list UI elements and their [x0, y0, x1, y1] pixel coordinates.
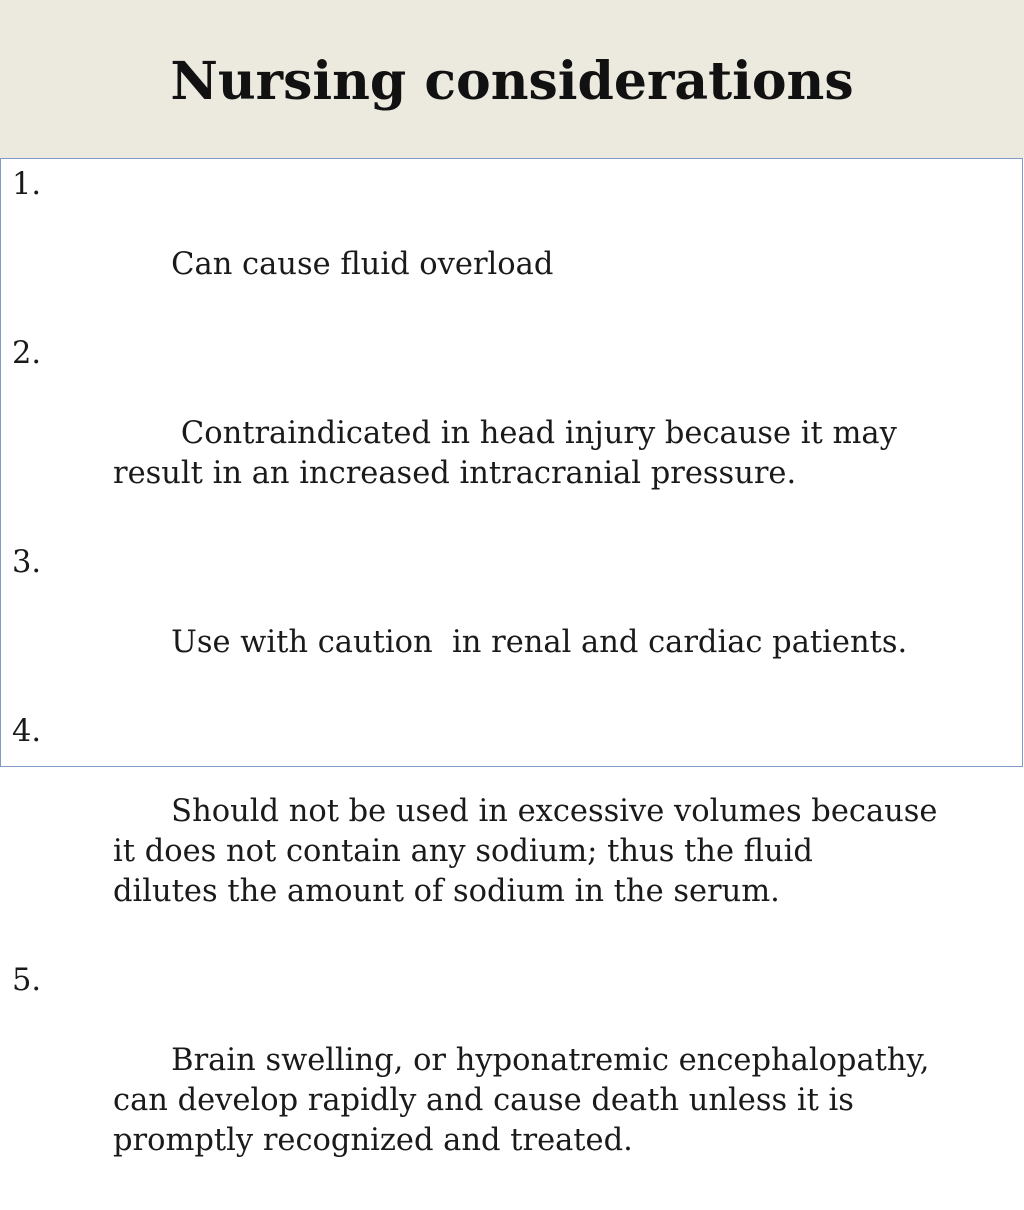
- item-number: 1.: [12, 167, 42, 202]
- list-item: [12, 961, 1012, 1201]
- item-text: Use with caution in renal and cardiac patients.: [171, 625, 908, 660]
- list-item: [12, 334, 1012, 534]
- list-item: [12, 712, 1012, 952]
- item-number: 2.: [12, 336, 42, 371]
- considerations-list: [12, 165, 1012, 1210]
- item-number: 3.: [12, 545, 42, 580]
- item-number: 5.: [12, 963, 42, 998]
- list-item: [12, 165, 1012, 325]
- item-text: Contraindicated in head injury because it may result in an increased intracranial pressure.: [113, 416, 897, 491]
- item-text: Can cause fluid overload: [171, 247, 554, 282]
- item-number: 4.: [12, 714, 42, 749]
- slide-title: Nursing considerations: [170, 51, 854, 112]
- item-text: Should not be used in excessive volumes because it does not contain any sodium; thus the fluid dilutes the amount of sodium in the serum.: [113, 794, 938, 909]
- item-text: Brain swelling, or hyponatremic encephalopathy, can develop rapidly and cause death unless it is promptly recognized and treated.: [113, 1043, 930, 1158]
- list-item: [12, 543, 1012, 703]
